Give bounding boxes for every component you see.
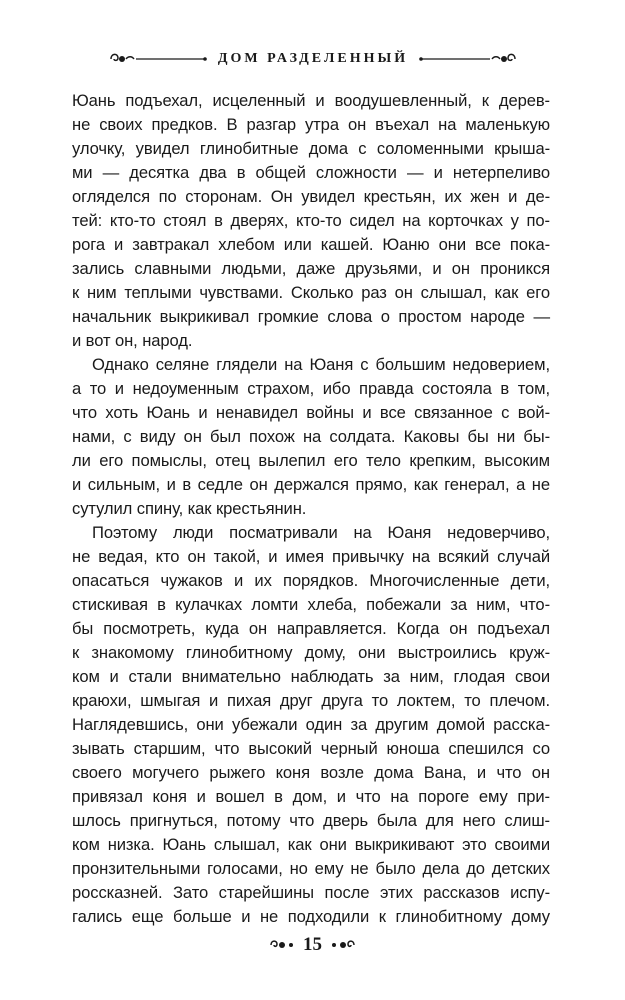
text-line: а то и недоуменным страхом, ибо правда состояла в том, [72, 379, 550, 398]
text-line: привязал коня и вошел в дом, и что на пороге ему при- [72, 787, 550, 806]
text-line: и вот он, народ. [72, 331, 193, 350]
paragraph [72, 521, 550, 929]
running-header [108, 44, 518, 74]
text-line: своего могучего рыжего коня возле дома Вана, и что он [72, 763, 550, 782]
text-line: ми — десятка два в общей сложности — и нетерпеливо [72, 163, 550, 182]
text-line: что хоть Юань и ненавидел войны и все связанное с вой- [72, 403, 550, 422]
text-line: рога и завтракал хлебом или кашей. Юаню они все пока- [72, 235, 550, 254]
text-line: ком и стали внимательно наблюдать за ним, глодая свои [72, 667, 550, 686]
footer-ornament-right-icon [328, 930, 356, 960]
text-line: сутулил спину, как крестьянин. [72, 499, 307, 518]
text-line: стискивая в кулачках ломти хлеба, побежали за ним, что- [72, 595, 550, 614]
text-line: краюхи, шмыгая и пихая друг друга то локтем, то плечом. [72, 691, 550, 710]
header-ornament-right-icon [418, 44, 518, 74]
text-line: ли его помыслы, отец вылепил его тело крепким, высоким [72, 451, 550, 470]
text-line: и сильным, и в седле он держался прямо, как генерал, а не [72, 475, 550, 494]
text-line: улочку, увидел глинобитные дома с соломенными крыша- [72, 139, 550, 158]
page-footer [0, 930, 625, 960]
text-line: тей: кто-то стоял в дверях, кто-то сидел на корточках у по- [72, 211, 550, 230]
text-line: огляделся по сторонам. Он увидел крестьян, их жен и де- [72, 187, 550, 206]
text-line: не ведая, кто он такой, и имея привычку на всякий случай [72, 547, 550, 566]
header-title: ДОМ РАЗДЕЛЕННЫЙ [217, 51, 409, 66]
text-line: зывать старшим, что высокий черный юноша спешился со [72, 739, 550, 758]
text-line: к ним теплыми чувствами. Сколько раз он слышал, как его [72, 283, 550, 302]
text-line: Однако селяне глядели на Юаня с большим недоверием, [92, 355, 550, 374]
footer-ornament-left-icon [269, 930, 297, 960]
paragraph [72, 89, 550, 353]
paragraph [72, 353, 550, 521]
text-line: нами, с виду он был похож на солдата. Каковы бы ни бы- [72, 427, 550, 446]
header-ornament-left-icon [108, 44, 208, 74]
text-line: бы посмотреть, куда он направляется. Когда он подъехал [72, 619, 550, 638]
text-line: Поэтому люди посматривали на Юаня недоверчиво, [92, 523, 550, 542]
text-line: опасаться чужаков и их порядков. Многочисленные дети, [72, 571, 550, 590]
text-line: Юань подъехал, исцеленный и воодушевленный, к дерев- [72, 91, 550, 110]
text-line: шлось пригнуться, потому что дверь была для него слиш- [72, 811, 550, 830]
text-line: не своих предков. В разгар утра он въехал на маленькую [72, 115, 550, 134]
text-line: ком низка. Юань слышал, как они выкрикивают это своими [72, 835, 550, 854]
text-line: начальник выкрикивал громкие слова о простом народе — [72, 307, 550, 326]
text-line: россказней. Зато старейшины после этих рассказов испу- [72, 883, 550, 902]
text-line: Наглядевшись, они убежали один за другим домой расска- [72, 715, 550, 734]
page-number: 15 [303, 934, 322, 955]
text-line: гались еще больше и не подходили к глинобитному дому [72, 907, 550, 926]
text-line: зались славными людьми, даже друзьями, и он проникся [72, 259, 550, 278]
body-text [72, 89, 550, 929]
text-line: пронзительными голосами, но ему не было дела до детских [72, 859, 550, 878]
text-line: к знакомому глинобитному дому, они выстроились круж- [72, 643, 550, 662]
